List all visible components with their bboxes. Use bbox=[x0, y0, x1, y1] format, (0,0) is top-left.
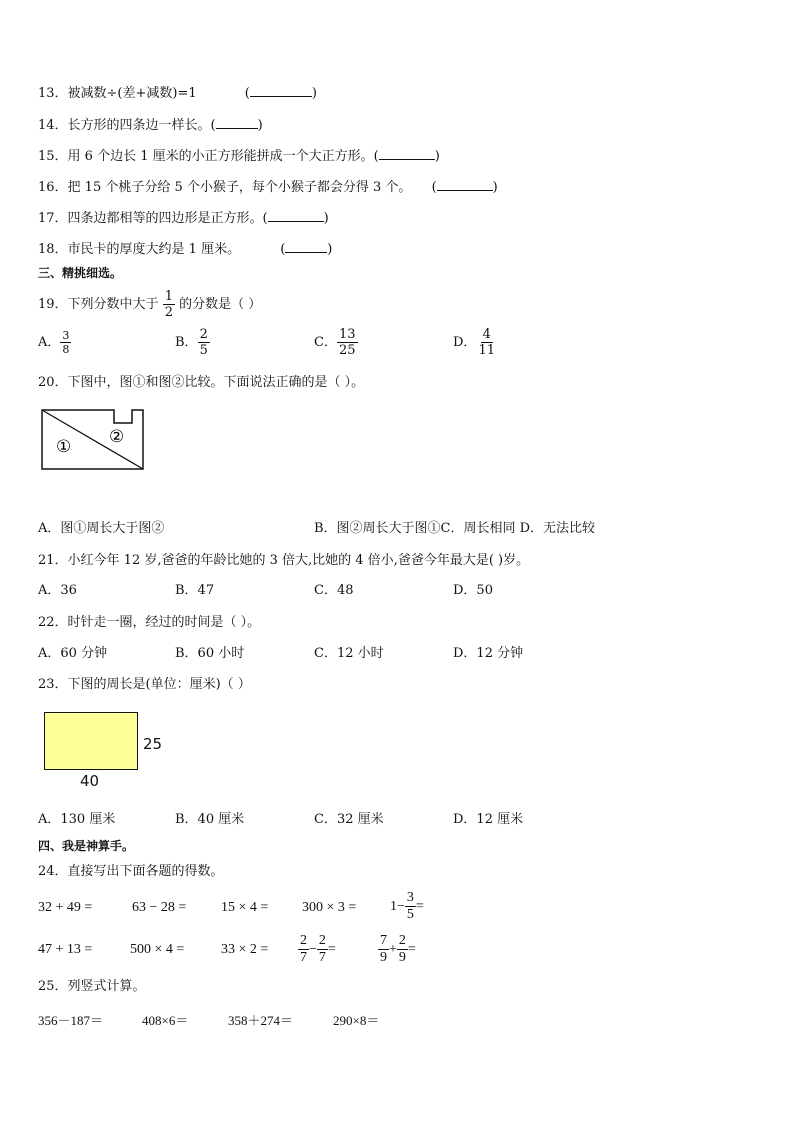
calc-item-fraction: $\frac{7}{9}$ + $\frac{2}{9}$ = bbox=[380, 933, 416, 966]
option-a[interactable]: A．图①周长大于图② bbox=[38, 521, 165, 536]
option-c[interactable]: C．48 bbox=[314, 583, 354, 598]
calc-item: 63 − 28 = bbox=[132, 900, 187, 915]
question-18: 18．市民卡的厚度大约是 1 厘米。 ( ) bbox=[38, 242, 333, 257]
rect-height-label: 25 bbox=[143, 735, 163, 753]
calc-item: 33 × 2 = bbox=[221, 942, 269, 957]
option-a[interactable]: A．60 分钟 bbox=[38, 646, 108, 661]
option-d[interactable]: D．12 厘米 bbox=[453, 812, 524, 827]
question-13: 13．被减数÷(差+减数)=1 ( ) bbox=[38, 86, 317, 101]
figure-label-1: ① bbox=[56, 437, 72, 457]
question-25: 25．列竖式计算。 bbox=[38, 979, 146, 994]
question-17: 17．四条边都相等的四边形是正方形。( ) bbox=[38, 211, 329, 226]
question-text: 15．用 6 个边长 1 厘米的小正方形能拼成一个大正方形。 bbox=[38, 149, 374, 164]
question-text: 16．把 15 个桃子分给 5 个小猴子，每个小猴子都会分得 3 个。 bbox=[38, 180, 412, 195]
answer-blank[interactable] bbox=[379, 147, 435, 160]
question-16: 16．把 15 个桃子分给 5 个小猴子，每个小猴子都会分得 3 个。 ( ) bbox=[38, 180, 498, 195]
calc-item: 290×8＝ bbox=[333, 1013, 380, 1028]
question-24: 24．直接写出下面各题的得数。 bbox=[38, 864, 224, 879]
question-text: 17．四条边都相等的四边形是正方形。 bbox=[38, 211, 263, 226]
option-b[interactable]: B．40 厘米 bbox=[175, 812, 245, 827]
section-heading-4: 四、我是神算手。 bbox=[38, 839, 135, 853]
question-text: 18．市民卡的厚度大约是 1 厘米。 bbox=[38, 242, 241, 257]
calc-item: 408×6＝ bbox=[142, 1013, 189, 1028]
section-heading-3: 三、精挑细选。 bbox=[38, 266, 123, 280]
question-text: 的分数是（ ） bbox=[179, 297, 262, 312]
question-15: 15．用 6 个边长 1 厘米的小正方形能拼成一个大正方形。( ) bbox=[38, 149, 440, 164]
option-b[interactable]: B．47 bbox=[175, 583, 215, 598]
calc-item-fraction: 1− $\frac{3}{5}$ = bbox=[390, 890, 424, 923]
option-b[interactable]: B．60 小时 bbox=[175, 646, 245, 661]
question-20: 20．下图中，图①和图②比较。下面说法正确的是（ ）。 bbox=[38, 375, 365, 390]
option-d[interactable]: D． $\frac{4}{11}$ bbox=[453, 327, 495, 358]
question-22: 22．时针走一圈，经过的时间是（ ）。 bbox=[38, 615, 261, 630]
question-text: 14．长方形的四条边一样长。 bbox=[38, 118, 211, 133]
question-14: 14．长方形的四条边一样长。( ) bbox=[38, 118, 263, 133]
calc-item: 15 × 4 = bbox=[221, 900, 269, 915]
question-21: 21．小红今年 12 岁,爸爸的年龄比她的 3 倍大,比她的 4 倍小,爸爸今年最大是( )岁。 bbox=[38, 553, 530, 568]
option-c[interactable]: C． $\frac{13}{25}$ bbox=[314, 327, 356, 358]
q23-rectangle bbox=[44, 712, 138, 770]
q20-figure bbox=[40, 408, 146, 472]
answer-blank[interactable] bbox=[216, 116, 258, 129]
calc-item: 356－187＝ bbox=[38, 1013, 104, 1028]
calc-item: 32 + 49 = bbox=[38, 900, 93, 915]
calc-item: 300 × 3 = bbox=[302, 900, 357, 915]
question-19 bbox=[38, 290, 261, 320]
option-a[interactable]: A．36 bbox=[38, 583, 77, 598]
answer-blank[interactable] bbox=[250, 84, 312, 97]
options-b-c-d[interactable]: B．图②周长大于图①C．周长相同 D．无法比较 bbox=[314, 521, 596, 536]
option-b[interactable]: B． $\frac{2}{5}$ bbox=[175, 327, 208, 358]
option-a[interactable]: A． $\frac{3}{8}$ bbox=[38, 329, 70, 356]
calc-item-fraction: $\frac{2}{7}$ − $\frac{2}{7}$ = bbox=[300, 933, 336, 966]
answer-blank[interactable] bbox=[268, 209, 324, 222]
fraction-half: $\frac{1}{2}$ bbox=[164, 289, 173, 320]
option-c[interactable]: C．12 小时 bbox=[314, 646, 384, 661]
option-c[interactable]: C．32 厘米 bbox=[314, 812, 384, 827]
calc-item: 500 × 4 = bbox=[130, 942, 185, 957]
option-a[interactable]: A．130 厘米 bbox=[38, 812, 116, 827]
rect-width-label: 40 bbox=[80, 772, 100, 790]
question-23: 23．下图的周长是(单位：厘米)（ ） bbox=[38, 677, 251, 692]
question-text: 13．被减数÷(差+减数)=1 bbox=[38, 86, 197, 101]
calc-item: 47 + 13 = bbox=[38, 942, 93, 957]
question-text: 19．下列分数中大于 bbox=[38, 297, 159, 312]
option-d[interactable]: D．50 bbox=[453, 583, 493, 598]
answer-blank[interactable] bbox=[285, 240, 327, 253]
figure-label-2: ② bbox=[109, 427, 125, 447]
calc-item: 358＋274＝ bbox=[228, 1013, 294, 1028]
option-d[interactable]: D．12 分钟 bbox=[453, 646, 524, 661]
answer-blank[interactable] bbox=[437, 178, 493, 191]
